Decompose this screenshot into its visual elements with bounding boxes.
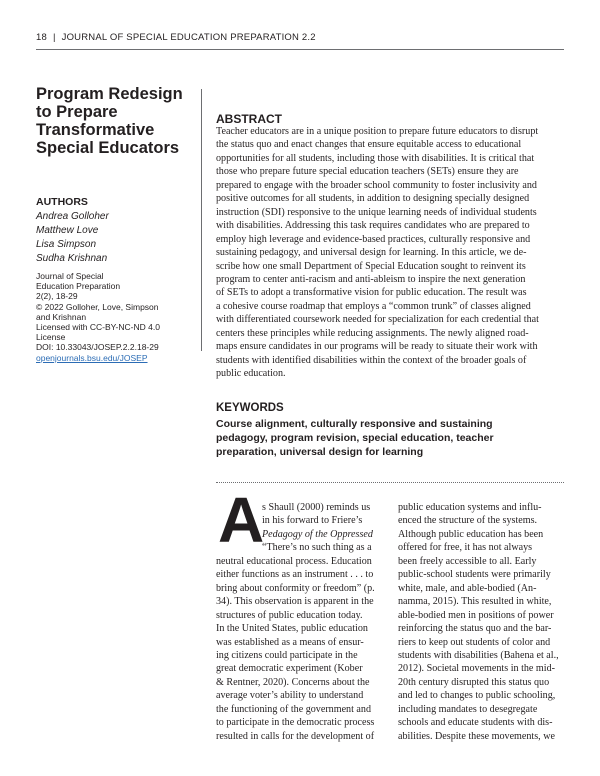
abstract-heading: ABSTRACT [216, 112, 282, 126]
running-head [36, 32, 316, 43]
citation-line: and Krishnan [36, 311, 87, 322]
body-line: in his forward to Friere’s [262, 515, 363, 527]
body-line: enced the structure of the systems. [398, 515, 538, 527]
title-line: Special Educators [36, 139, 180, 157]
keywords-heading: KEYWORDS [216, 402, 284, 414]
body-line: and led to changes to public schooling, [398, 690, 556, 702]
author-name: Lisa Simpson [36, 239, 97, 250]
body-line: bring about conformity or freedom” (p. [216, 582, 375, 594]
header-separator: | [52, 32, 56, 43]
title-line: Transformative [36, 121, 155, 139]
abstract-line: the status quo and enact changes that ensure equitable access to educational [216, 139, 522, 151]
section-divider [216, 482, 564, 483]
abstract-line: positive outcomes for all students, in addition to designing specially designed [216, 193, 530, 205]
journal-name: JOURNAL OF SPECIAL EDUCATION PREPARATION 2.2 [61, 32, 316, 43]
title-line: Program Redesign [36, 85, 183, 103]
author-name: Andrea Golloher [36, 211, 109, 222]
citation-info [36, 271, 206, 363]
keywords-text [216, 418, 570, 459]
journal-link[interactable]: openjournals.bsu.edu/JOSEP [36, 352, 148, 363]
keyword-line: preparation, universal design for learning [216, 445, 424, 458]
body-line: white, male, and able-bodied (An- [398, 582, 537, 594]
body-line: abilities. Despite these movements, we [398, 730, 555, 742]
body-line: resulted in calls for the development of [216, 730, 375, 742]
body-line: schools and educate students with dis- [398, 717, 553, 729]
abstract-line: those who prepare future special education teachers (SETs) ensure they are [216, 166, 519, 178]
body-line: s Shaull (2000) reminds us [262, 502, 371, 513]
abstract-line: maps ensure candidates in our programs will be ready to situate their work with [216, 341, 538, 353]
abstract-line: Teacher educators are in a unique position to prepare future educators to disrupt [216, 126, 539, 137]
body-line: either functions as an instrument . . . to [216, 569, 374, 581]
body-line: to participate in the democratic process [216, 717, 375, 729]
body-line: been freely accessible to all. Early [398, 555, 537, 567]
body-line: riers to keep out students of color and [398, 636, 551, 648]
citation-line: 2(2), 18-29 [36, 291, 78, 302]
citation-line: License [36, 332, 66, 343]
abstract-line: public education. [216, 368, 286, 380]
body-line: the functioning of the government and [216, 703, 372, 715]
body-line: Although public education has been [398, 528, 544, 540]
vertical-divider [201, 89, 202, 351]
abstract-line: students with identified disabilities within the context of the broader goals of [216, 354, 527, 366]
body-line: ing citizens could participate in the [216, 649, 358, 661]
citation-line: © 2022 Golloher, Love, Simpson [36, 301, 159, 312]
article-title [36, 85, 196, 157]
body-line: 34). This observation is apparent in the [216, 596, 374, 608]
abstract-line: employ high leverage and evidence-based practices, culturally responsive and [216, 233, 531, 245]
body-line: great democratic experiment (Kober [216, 663, 363, 675]
body-line: average voter’s ability to understand [216, 690, 364, 702]
body-line: & Rentner, 2020). Concerns about the [216, 676, 370, 688]
body-line: “There’s no such thing as a [262, 542, 372, 554]
body-column-left [216, 501, 383, 743]
citation-line: Journal of Special [36, 271, 104, 281]
keyword-line: Course alignment, culturally responsive and sustaining [216, 418, 493, 430]
authors-heading: AUTHORS [36, 196, 88, 208]
abstract-line: a cohesive course roadmap that employs a “common trunk” of classes aligned [216, 300, 531, 312]
abstract-line: with differentiated coursework needed for specialization for each credential that [216, 314, 539, 326]
body-line: public education systems and influ- [398, 502, 542, 513]
body-line: was established as a means of ensur- [216, 636, 364, 648]
body-line: public-school students were primarily [398, 569, 551, 581]
body-line: structures of public education today. [216, 609, 363, 621]
abstract-line: opportunities for all students, including those with disabilities. It is critical that [216, 152, 535, 164]
page-number: 18 [36, 32, 47, 43]
header-rule [36, 49, 564, 50]
abstract-line: prepared to engage with the broader school community to foster inclusivity and [216, 179, 537, 191]
author-name: Matthew Love [36, 225, 99, 236]
author-list [36, 210, 109, 266]
body-line: 20th century disrupted this status quo [398, 676, 550, 688]
keyword-line: pedagogy, program revision, special education, teacher [216, 431, 494, 444]
citation-line: DOI: 10.33043/JOSEP.2.2.18-29 [36, 342, 159, 353]
drop-cap: A [218, 484, 265, 556]
body-line: Pedagogy of the Oppressed [262, 528, 373, 540]
body-line: 2012). Societal movements in the mid- [398, 663, 555, 675]
body-line: reinforcing the status quo and the bar- [398, 623, 552, 635]
abstract-line: with disabilities. Addressing this task requires candidates who are prepared to [216, 220, 530, 232]
body-line: able-bodied men in positions of power [398, 609, 554, 621]
abstract-line: of SETs to adopt a transformative vision for public education. The result was [216, 287, 527, 299]
body-line: offered for free, it has not always [398, 542, 533, 554]
body-line: In the United States, public education [216, 623, 368, 635]
author-name: Sudha Krishnan [36, 253, 108, 264]
body-column-right [398, 501, 566, 743]
abstract-line: program to center anti-racism and anti-ableism to inspire the next generation [216, 273, 526, 285]
body-line: students with disabilities (Bahena et al., [398, 649, 559, 661]
title-line: to Prepare [36, 103, 118, 121]
citation-line: Education Preparation [36, 281, 121, 292]
body-line: including mandates to desegregate [398, 703, 538, 715]
abstract-text [216, 125, 570, 381]
abstract-line: centers these principles while reducing assignments. The newly aligned road- [216, 327, 529, 339]
body-line: neutral educational process. Education [216, 555, 372, 567]
abstract-line: instruction (SDI) responsive to the unique learning needs of individual students [216, 206, 537, 218]
abstract-line: scribe how one small Department of Special Education sought to reinvent its [216, 260, 526, 272]
body-line: namma, 2015). This resulted in white, [398, 596, 552, 608]
citation-line: Licensed with CC-BY-NC-ND 4.0 [36, 322, 160, 333]
abstract-line: sustaining pedagogy, and universal design for learning. In this article, we de- [216, 247, 527, 259]
